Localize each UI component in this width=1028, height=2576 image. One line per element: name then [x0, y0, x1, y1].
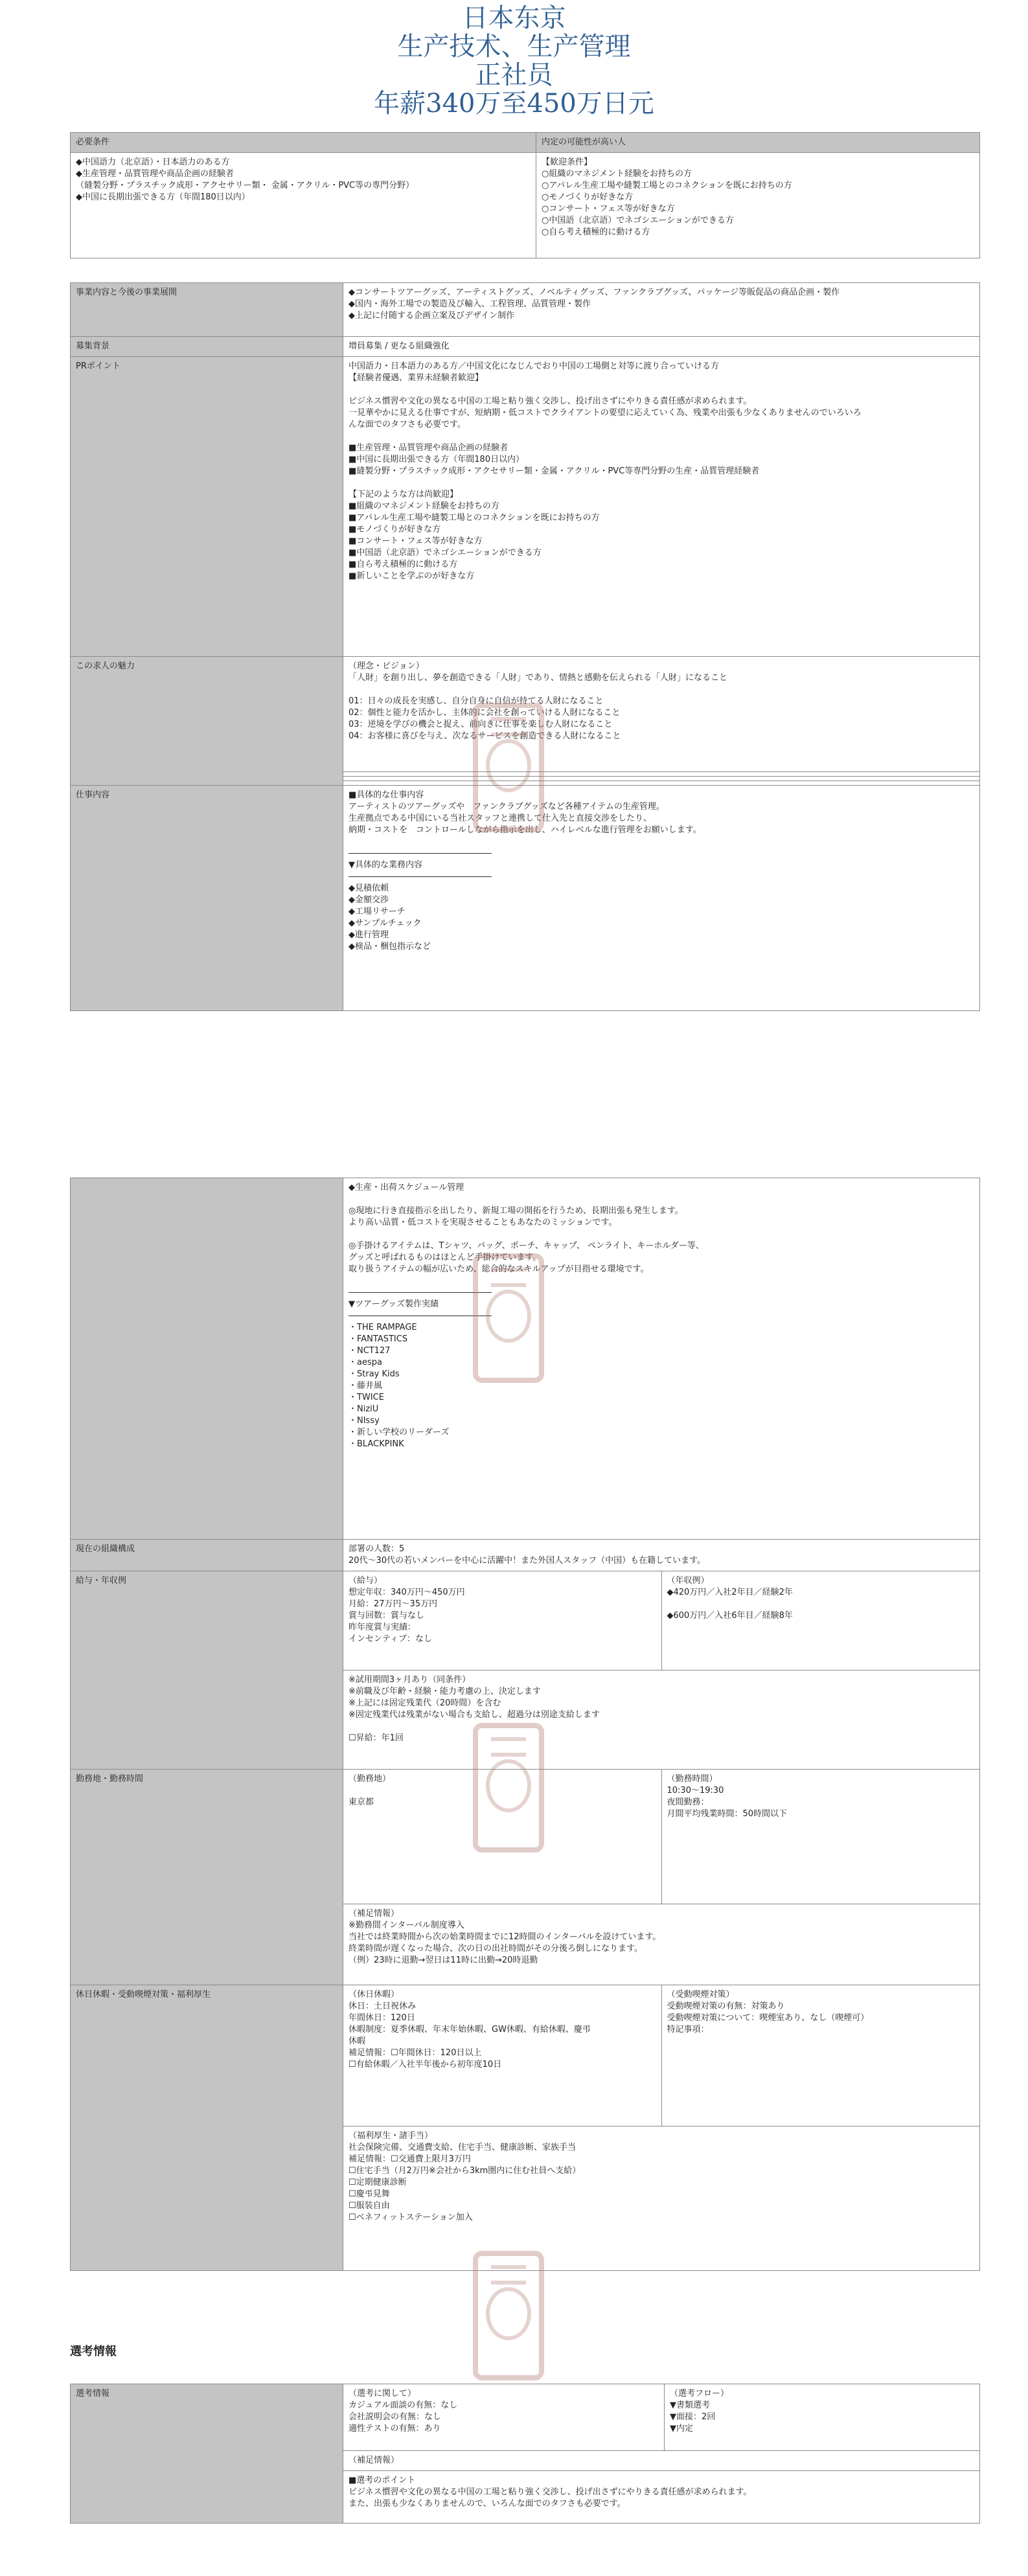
job-title-block	[0, 4, 1028, 118]
table-row	[71, 1540, 980, 1571]
required-header: 必要条件	[71, 133, 536, 153]
table-row	[71, 1571, 980, 1670]
requirements-table	[70, 132, 980, 258]
job-details-table	[70, 282, 980, 1011]
required-conditions: ◆中国語力（北京語）・日本語力のある方 ◆生産管理・品質管理や商品企画の経験者 （縫製分野・プラスチック成形・アクセサリー類・ 金属・アクリル・PVC等の専門分野） ◆中国に長期出張できる方（年間180日以内）	[71, 153, 536, 258]
title-line-salary: 年薪340万至450万日元	[374, 89, 654, 119]
table-row	[71, 2384, 980, 2451]
table-row	[71, 357, 980, 657]
seal-watermark	[473, 1253, 544, 1383]
row-label-pr: PRポイント	[71, 357, 343, 657]
row-label-business: 事業内容と今後の事業展開	[71, 283, 343, 337]
row-label-selection: 選考情報	[71, 2384, 343, 2524]
row-label-holidays: 休日休暇・受動喫煙対策・福利厚生	[71, 1985, 343, 2271]
row-value-organization: 部署の人数：5 20代〜30代の若いメンバーを中心に活躍中！また外国人スタッフ（中国）も在籍しています。	[343, 1540, 980, 1571]
seal-watermark	[473, 703, 544, 832]
seal-watermark	[473, 1723, 544, 1852]
smoking-policy: （受動喫煙対策） 受動喫煙対策の有無：対策あり 受動喫煙対策について：喫煙室あり、なし（喫煙可） 特記事項：	[661, 1985, 980, 2126]
row-value-work: ■具体的な仕事内容 アーティストのツアーグッズや ファンクラブグッズなど各種アイテムの生産管理。 生産拠点である中国にいる当社スタッフと連携して仕入先と直接交渉をしたり、 納期・コストを コントロールしながら指示を出し、ハイレベルな進行管理をお願いします。 ――――――――――――――――― ▼具体的な業務内容 ――――――――――――――――― ◆見積依頼 ◆金額交渉 ◆工場リサーチ ◆サンプルチェック ◆進行管理 ◆検品・梱包指示など	[343, 786, 980, 1011]
row-label-work: 仕事内容	[71, 786, 343, 1011]
welfare: （福利厚生・諸手当） 社会保険完備、交通費支給、住宅手当、健康診断、家族手当 補足情報：☐交通費上限月3万円 ☐住宅手当（月2万円※会社から3km圏内に住む社員へ支給） ☐定期健康診断 ☐慶弔見舞 ☐服装自由 ☐ベネフィットステーション加入	[343, 2126, 980, 2271]
selection-heading: 選考情報	[70, 2345, 117, 2358]
row-label-location: 勤務地・勤務時間	[71, 1770, 343, 1985]
row-value-background: 増員募集 / 更なる組織強化	[343, 337, 980, 357]
row-value-pr: 中国語力・日本語力のある方／中国文化になじんでおり中国の工場側と対等に渡り合っていける方 【経験者優遇、業界未経験者歓迎】 ビジネス慣習や文化の異なる中国の工場と粘り強く交渉し、投げ出さずにやりきる責任感が求められます。 一見華やかに見える仕事ですが、短納期・低コストでクライアントの要望に応えていく為、残業や出張も少なくありませんのでいろいろ んな面でのタフさも必要です。 ■生産管理・品質管理や商品企画の経験者 ■中国に長期出張できる方（年間180日以内） ■縫製分野・プラスチック成形・アクセサリー類・金属・アクリル・PVC等専門分野の生産・品質管理経験者 【下記のような方は尚歓迎】 ■組織のマネジメント経験をお持ちの方 ■アパレル生産工場や縫製工場とのコネクションを既にお持ちの方 ■モノづくりが好きな方 ■コンサート・フェス等が好きな方 ■中国語（北京語）でネゴシエーションができる方 ■自ら考え積極的に動ける方 ■新しいことを学ぶのが好きな方	[343, 357, 980, 657]
title-line-employment: 正社员	[475, 60, 553, 90]
holidays: （休日休暇） 休日：土日祝休み 年間休日：120日 休暇制度：夏季休暇、年末年始休暇、GW休暇、有給休暇、慶弔 休暇 補足情報：☐年間休日：120日以上 ☐有給休暇／入社半年後から初年度10日	[343, 1985, 662, 2126]
row-value-appeal: （理念・ビジョン） 「人財」を創り出し、夢を創造できる「人財」であり、情熱と感動を伝えられる「人財」になること 01：日々の成長を実感し、自分自身に自信が持てる人財になること 02：個性と能力を活かし、主体的に会社を創っていける人財になること 03：逆境を学びの機会と捉え、前向きに仕事を楽しむ人財になること 04：お客様に喜びを与え、次なるサービスを創造できる人財になること	[343, 657, 980, 772]
title-line-location: 日本东京	[462, 3, 566, 33]
selection-flow: （選考フロー） ▼書類選考 ▼面接：2回 ▼内定	[665, 2384, 980, 2451]
selection-supplement: （補足情報）	[343, 2451, 980, 2471]
row-label-salary: 給与・年収例	[71, 1571, 343, 1770]
row-label-organization: 現在の組織構成	[71, 1540, 343, 1571]
salary-examples: （年収例） ◆420万円／入社2年目／経験2年 ◆600万円／入社6年目／経験8年	[661, 1571, 980, 1670]
work-location: （勤務地） 東京都	[343, 1770, 662, 1904]
preferred-header: 内定の可能性が高い人	[536, 133, 980, 153]
row-label-background: 募集背景	[71, 337, 343, 357]
salary-notes: ※試用期間3ヶ月あり（同条件） ※前職及び年齢・経験・能力考慮の上、決定します ※上記には固定残業代（20時間）を含む ※固定残業代は残業がない場合も支給し、超過分は別途支給します ☐昇給：年1回	[343, 1670, 980, 1770]
empty-cell	[343, 772, 980, 777]
location-notes: （補足情報） ※勤務間インターバル制度導入 当社では終業時間から次の始業時間までに12時間のインターバルを設けています。 終業時間が遅くなった場合、次の日の出社時間がその分後ろ倒しになります。 （例）23時に退勤→翌日は11時に出勤→20時退勤	[343, 1904, 980, 1985]
title-line-position: 生产技术、生产管理	[397, 32, 631, 62]
row-value-business: ◆コンサートツアーグッズ、アーティストグッズ、ノベルティグッズ、ファンクラブグッズ、パッケージ等販促品の商品企画・製作 ◆国内・海外工場での製造及び輸入、工程管理、品質管理・製作 ◆上記に付随する企画立案及びデザイン制作	[343, 283, 980, 337]
table-row	[71, 337, 980, 357]
selection-points: ■選考のポイント ビジネス慣習や文化の異なる中国の工場と粘り強く交渉し、投げ出さずにやりきる責任感が求められます。 また、出張も少なくありませんので、いろんな面でのタフさも必要です。	[343, 2471, 980, 2524]
row-label-appeal: この求人の魅力	[71, 657, 343, 786]
salary-details: （給与） 想定年収：340万円〜450万円 月給：27万円〜35万円 賞与回数：賞与なし 昨年度賞与実績： インセンティブ：なし	[343, 1571, 662, 1670]
seal-watermark	[473, 2251, 544, 2380]
selection-details: （選考に関して） カジュアル面談の有無：なし 会社説明会の有無：なし 適性テストの有無：あり	[343, 2384, 665, 2451]
table-row	[71, 283, 980, 337]
preferred-conditions: 【歓迎条件】 ○組織のマネジメント経験をお持ちの方 ○アパレル生産工場や縫製工場とのコネクションを既にお持ちの方 ○モノづくりが好きな方 ○コンサート・フェス等が好きな方 ○中国語（北京語）でネゴシエーションができる方 ○自ら考え積極的に動ける方	[536, 153, 980, 258]
row-label-work-continued	[71, 1178, 343, 1540]
empty-cell	[343, 781, 980, 786]
selection-table	[70, 2384, 980, 2524]
row-value-work-continued: ◆生産・出荷スケジュール管理 ◎現地に行き直接指示を出したり、新規工場の開拓を行うため、長期出張も発生します。 より高い品質・低コストを実現させることもあなたのミッションです。 ◎手掛けるアイテムは、Tシャツ、バッグ、ポーチ、キャップ、 ペンライト、キーホルダー等、 グッズと呼ばれるものはほとんど手掛けています。 取り扱うアイテムの幅が広いため、総合的なスキルアップが目指せる環境です。 ――――――――――――――――― ▼ツアーグッズ製作実績 ――――――――――――――――― ・THE RAMPAGE ・FANTASTICS ・NCT127 ・aespa ・Stray Kids ・藤井風 ・TWICE ・NiziU ・NIssy ・新しい学校のリーダーズ ・BLACKPINK	[343, 1178, 980, 1540]
work-hours: （勤務時間） 10:30〜19:30 夜間勤務： 月間平均残業時間：50時間以下	[661, 1770, 980, 1904]
empty-cell	[343, 777, 980, 781]
table-row	[71, 1985, 980, 2126]
